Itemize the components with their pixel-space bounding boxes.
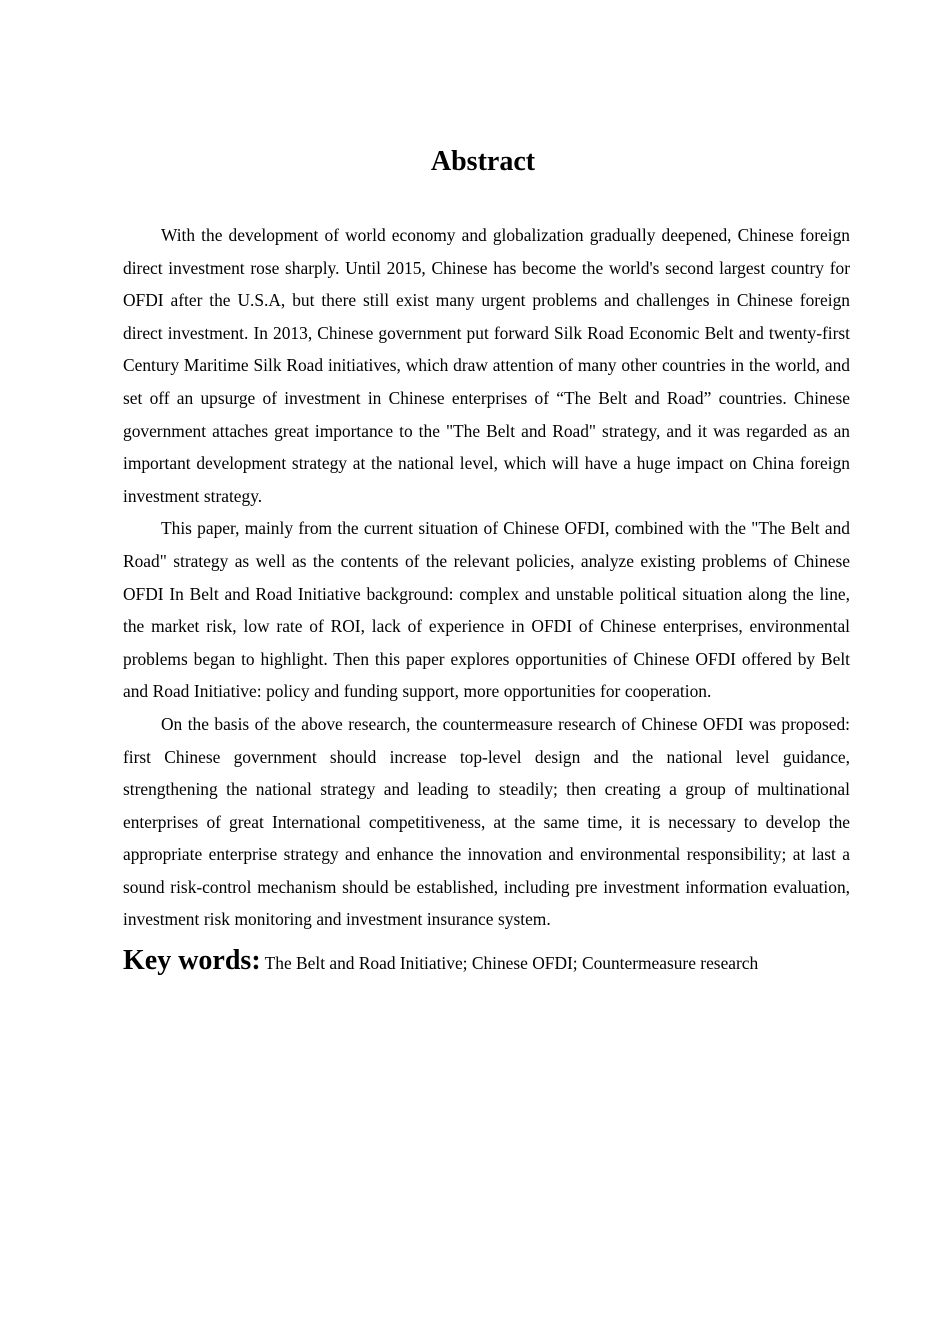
keywords-value: The Belt and Road Initiative; Chinese OFDI; Countermeasure research xyxy=(264,953,759,974)
abstract-paragraph-3: On the basis of the above research, the countermeasure research of Chinese OFDI was proposed: first Chinese government should increase top-level design and the national level guidance, strengthening the national strategy and leading to steadily; then creating a group of multinational enterprises of great International competitiveness, at the same time, it is necessary to develop the appropriate enterprise strategy and enhance the innovation and environmental responsibility; at last a sound risk-control mechanism should be established, including pre investment information evaluation, investment risk monitoring and investment insurance system. xyxy=(123,713,850,930)
abstract-body xyxy=(123,219,850,982)
keywords-label: Key words: xyxy=(123,945,261,977)
keywords-line xyxy=(123,942,850,982)
abstract-paragraph-2: This paper, mainly from the current situation of Chinese OFDI, combined with the "The Belt and Road" strategy as well as the contents of the relevant policies, analyze existing problems of Chinese OFDI In Belt and Road Initiative background: complex and unstable political situation along the line, the market risk, low rate of ROI, lack of experience in OFDI of Chinese enterprises, environmental problems began to highlight. Then this paper explores opportunities of Chinese OFDI offered by Belt and Road Initiative: policy and funding support, more opportunities for cooperation. xyxy=(123,518,850,702)
page-title: Abstract xyxy=(430,146,536,177)
abstract-paragraph-1: With the development of world economy and globalization gradually deepened, Chinese foreign direct investment rose sharply. Until 2015, Chinese has become the world's second largest country for OFDI after the U.S.A, but there still exist many urgent problems and challenges in Chinese foreign direct investment. In 2013, Chinese government put forward Silk Road Economic Belt and twenty-first Century Maritime Silk Road initiatives, which draw attention of many other countries in the world, and set off an upsurge of investment in Chinese enterprises of “The Belt and Road” countries. Chinese government attaches great importance to the "The Belt and Road" strategy, and it was regarded as an important development strategy at the national level, which will have a huge impact on China foreign investment strategy. xyxy=(123,225,850,506)
